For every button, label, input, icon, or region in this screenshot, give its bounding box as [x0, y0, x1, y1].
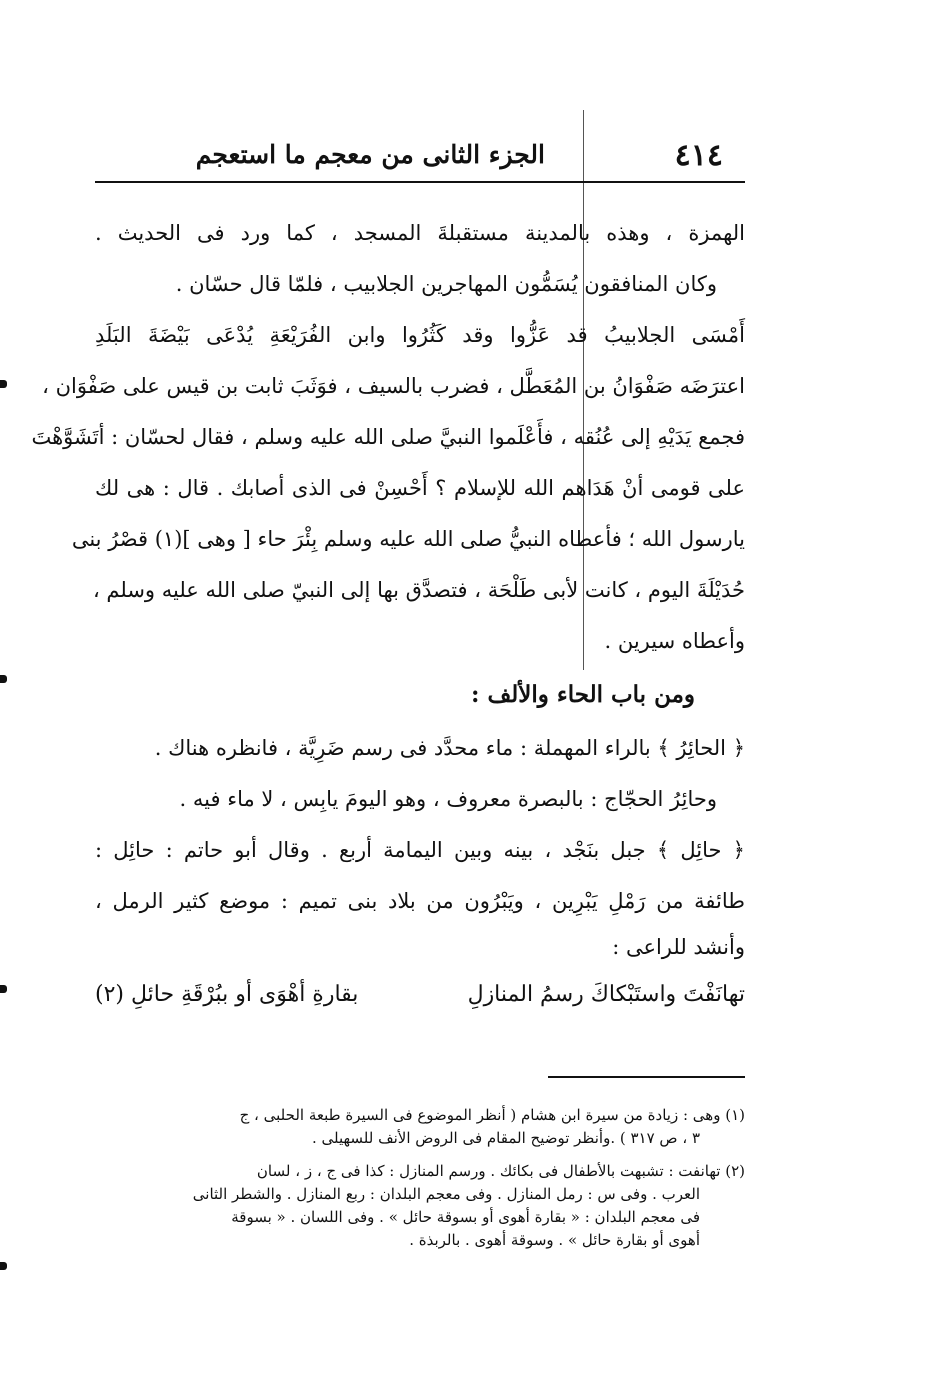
page-header: [95, 128, 745, 180]
section-heading: ومن باب الحاء والألف :: [470, 681, 695, 708]
footnote-line: فى معجم البلدان : « بقارة أهوى أو بسوقة حائل » . وفى اللسان . « بسوقة: [231, 1208, 700, 1226]
footnote-line: أهوى أو بقارة حائل » . وسوقة أهوى . بالربذة .: [409, 1231, 700, 1249]
text-line: الهمزة ، وهذه بالمدينة مستقبلةَ المسجد ، كما ورد فى الحديث .: [95, 221, 745, 245]
text-line: على قومى أنْ هَدَاهم الله للإسلام ؟ أَحْسِنْ فى الذى أصابك . قال : هى لك: [95, 476, 745, 500]
entry-line: ﴿ حائِل ﴾ جبل بنَجْد ، بينه وبين اليمامة أربع . وقال أبو حاتم : حائِل :: [95, 838, 745, 862]
footnote-gap: [95, 1150, 745, 1160]
text-line: وكان المنافقون يُسَمُّون المهاجرين الجلابيب ، فلمّا قال حسّان .: [175, 272, 717, 296]
footnote-rule: [548, 1076, 745, 1078]
running-title: الجزء الثانى من معجم ما استعجم: [195, 140, 545, 169]
text-line: حُدَيْلَةَ اليوم ، كانت لأبى طَلْحَة ، فتصدَّق بها إلى النبيّ صلى الله عليه وسلم ،: [92, 578, 745, 602]
poem-first-hemistich: تهانَفْتَ واستَبْكاكَ رسمُ المنازلِ: [467, 982, 745, 1007]
verse-line: أَمْسَى الجلابيبُ قد عَزُّوا وقد كَثُرُوا وابن الفُرَيْعَةِ يُدْعَى بَيْضَةَ البَلَدِ: [95, 323, 745, 347]
footnote-line: ٣ ، ص ٣١٧ ) .وأنظر توضيح المقام فى الروض الأنف للسهيلى .: [311, 1129, 700, 1147]
main-text: [31, 208, 745, 1023]
footnote-line: (١) وهى : زيادة من سيرة ابن هشام ( أنظر الموضوع فى السيرة طبعة الحلبى ، ج: [239, 1106, 745, 1124]
margin-mark: [0, 985, 7, 993]
margin-mark: [0, 1262, 7, 1270]
text-line: وأعطاه سيرين .: [604, 629, 745, 653]
margin-mark: [0, 675, 7, 683]
entry-line: وحائِرُ الحجّاج : بالبصرة معروف ، وهو اليومَ يابِس ، لا ماء فيه .: [179, 787, 717, 811]
entry-line: وأنشد للراعى :: [612, 935, 745, 959]
poem-second-hemistich: بقارةِ أهْوَى أو ببُرْقَةِ حائلِ (٢): [95, 982, 359, 1007]
footnote-line: العرب . وفى س : رمل المنازل . وفى معجم البلدان : ربع المنازل . والشطر الثانى: [192, 1185, 700, 1203]
entry-line: ﴿ الحائِرُ ﴾ بالراء المهملة : ماء محدَّد فى رسم ضَرِيَّة ، فانظره هناك .: [154, 736, 745, 760]
footnotes: [95, 1104, 745, 1252]
footnote-line: (٢) تهانفت : تشبهت بالأطفال فى بكائك . ورسم المنازل : كذا فى ج ، ز ، لسان: [256, 1162, 745, 1180]
text-line: يارسول الله ؛ فأعطاه النبيُّ صلى الله عليه وسلم بِئْرَ حاء [ وهى ](١) قصْرُ بنى: [71, 527, 745, 551]
text-line: فجمع يَدَيْهِ إلى عُنُقه ، فأَعْلَموا النبيَّ صلى الله عليه وسلم ، فقال لحسّان : أتَشَوَّهْتَ: [31, 425, 745, 449]
page-number: ٤١٤: [674, 138, 723, 173]
entry-line: طائفة من رَمْلِ يَبْرِين ، ويَبْرُون من بلاد بنى تميم : موضع كثير الرمل ،: [95, 889, 745, 913]
header-rule: [95, 181, 745, 183]
poem-verse: [95, 967, 745, 1023]
margin-mark: [0, 380, 7, 388]
text-line: اعترَضَه صَفْوَانُ بن المُعَطَّل ، فضرب بالسيف ، فوَثَبَ ثابت بن قيس على صَفْوَان ،: [42, 374, 745, 398]
